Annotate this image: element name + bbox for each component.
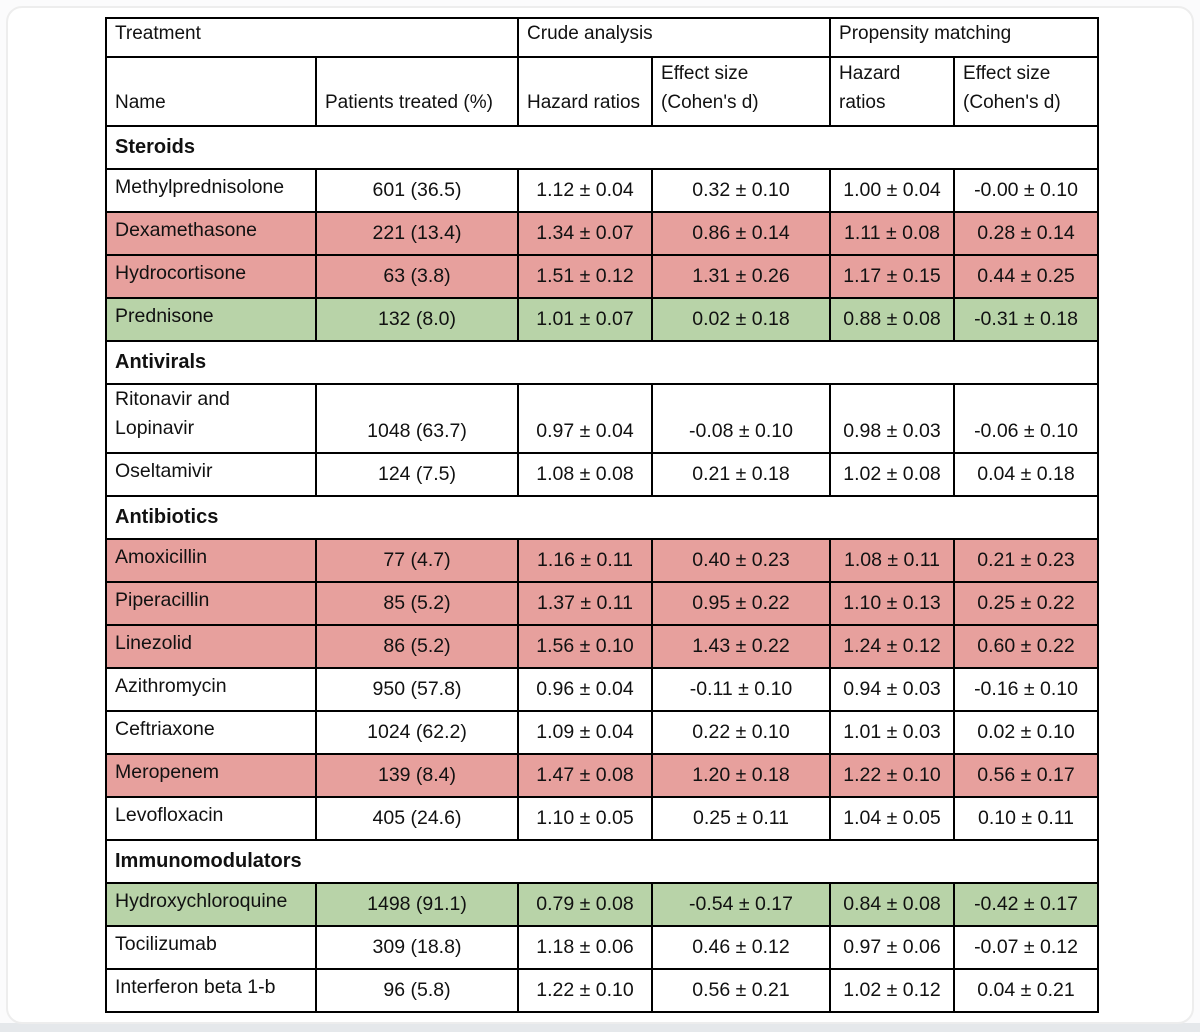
value-cell: 221 (13.4) — [316, 212, 518, 255]
value-cell: 85 (5.2) — [316, 582, 518, 625]
value-cell: 1.22 ± 0.10 — [518, 969, 652, 1012]
section-label: Steroids — [106, 126, 1098, 169]
value-cell: 0.86 ± 0.14 — [652, 212, 830, 255]
value-cell: 1.18 ± 0.06 — [518, 926, 652, 969]
col-header-crude-hazard-ratios: Hazard ratios — [518, 57, 652, 126]
value-cell: 86 (5.2) — [316, 625, 518, 668]
value-cell: 139 (8.4) — [316, 754, 518, 797]
header-treatment-group: Treatment — [106, 18, 518, 57]
column-header-row — [106, 57, 1098, 126]
value-cell: 1.08 ± 0.08 — [518, 453, 652, 496]
treatment-name-cell: Tocilizumab — [106, 926, 316, 969]
value-cell: 1.01 ± 0.03 — [830, 711, 954, 754]
table-container — [105, 17, 1192, 1013]
value-cell: -0.00 ± 0.10 — [954, 169, 1098, 212]
value-cell: 0.28 ± 0.14 — [954, 212, 1098, 255]
table-row — [106, 797, 1098, 840]
value-cell: 1.51 ± 0.12 — [518, 255, 652, 298]
header-propensity-matching-group: Propensity matching — [830, 18, 1098, 57]
value-cell: 0.79 ± 0.08 — [518, 883, 652, 926]
value-cell: 1.31 ± 0.26 — [652, 255, 830, 298]
value-cell: -0.31 ± 0.18 — [954, 298, 1098, 341]
value-cell: 1.10 ± 0.13 — [830, 582, 954, 625]
value-cell: 0.22 ± 0.10 — [652, 711, 830, 754]
value-cell: 1.20 ± 0.18 — [652, 754, 830, 797]
table-row — [106, 298, 1098, 341]
value-cell: 0.98 ± 0.03 — [830, 384, 954, 453]
value-cell: 601 (36.5) — [316, 169, 518, 212]
value-cell: -0.42 ± 0.17 — [954, 883, 1098, 926]
treatment-name-cell: Oseltamivir — [106, 453, 316, 496]
value-cell: 1.12 ± 0.04 — [518, 169, 652, 212]
value-cell: 1.56 ± 0.10 — [518, 625, 652, 668]
col-header-patients-treated: Patients treated (%) — [316, 57, 518, 126]
value-cell: 77 (4.7) — [316, 539, 518, 582]
value-cell: 96 (5.8) — [316, 969, 518, 1012]
value-cell: 1024 (62.2) — [316, 711, 518, 754]
value-cell: 0.02 ± 0.18 — [652, 298, 830, 341]
value-cell: 0.95 ± 0.22 — [652, 582, 830, 625]
value-cell: 0.32 ± 0.10 — [652, 169, 830, 212]
value-cell: 0.21 ± 0.23 — [954, 539, 1098, 582]
value-cell: 0.56 ± 0.17 — [954, 754, 1098, 797]
section-header-row — [106, 126, 1098, 169]
table-row — [106, 969, 1098, 1012]
treatment-outcomes-table — [105, 17, 1099, 1013]
treatment-name-cell: Ceftriaxone — [106, 711, 316, 754]
section-label: Antivirals — [106, 341, 1098, 384]
value-cell: 1.17 ± 0.15 — [830, 255, 954, 298]
section-header-row — [106, 341, 1098, 384]
section-label: Antibiotics — [106, 496, 1098, 539]
treatment-name-cell: Amoxicillin — [106, 539, 316, 582]
figure-card — [6, 6, 1194, 1024]
treatment-name-cell: Hydroxychloroquine — [106, 883, 316, 926]
section-label: Immunomodulators — [106, 840, 1098, 883]
value-cell: 1.37 ± 0.11 — [518, 582, 652, 625]
value-cell: -0.06 ± 0.10 — [954, 384, 1098, 453]
section-header-row — [106, 496, 1098, 539]
value-cell: 0.21 ± 0.18 — [652, 453, 830, 496]
value-cell: 0.96 ± 0.04 — [518, 668, 652, 711]
value-cell: 0.97 ± 0.04 — [518, 384, 652, 453]
value-cell: 0.44 ± 0.25 — [954, 255, 1098, 298]
value-cell: 0.40 ± 0.23 — [652, 539, 830, 582]
table-row — [106, 711, 1098, 754]
value-cell: 1.22 ± 0.10 — [830, 754, 954, 797]
value-cell: -0.11 ± 0.10 — [652, 668, 830, 711]
value-cell: 1.01 ± 0.07 — [518, 298, 652, 341]
table-row — [106, 212, 1098, 255]
value-cell: 1.11 ± 0.08 — [830, 212, 954, 255]
value-cell: 0.25 ± 0.22 — [954, 582, 1098, 625]
table-row — [106, 255, 1098, 298]
table-row — [106, 883, 1098, 926]
table-row — [106, 625, 1098, 668]
table-row — [106, 754, 1098, 797]
value-cell: -0.07 ± 0.12 — [954, 926, 1098, 969]
value-cell: 0.25 ± 0.11 — [652, 797, 830, 840]
header-group-row — [106, 18, 1098, 57]
col-header-name: Name — [106, 57, 316, 126]
value-cell: 1.34 ± 0.07 — [518, 212, 652, 255]
table-row — [106, 668, 1098, 711]
value-cell: 1.16 ± 0.11 — [518, 539, 652, 582]
table-row — [106, 926, 1098, 969]
table-row — [106, 453, 1098, 496]
header-crude-analysis-group: Crude analysis — [518, 18, 830, 57]
value-cell: 1.00 ± 0.04 — [830, 169, 954, 212]
value-cell: -0.08 ± 0.10 — [652, 384, 830, 453]
value-cell: 0.46 ± 0.12 — [652, 926, 830, 969]
treatment-name-cell: Linezolid — [106, 625, 316, 668]
value-cell: 1.02 ± 0.12 — [830, 969, 954, 1012]
value-cell: 0.97 ± 0.06 — [830, 926, 954, 969]
value-cell: 1.10 ± 0.05 — [518, 797, 652, 840]
value-cell: 950 (57.8) — [316, 668, 518, 711]
value-cell: 1498 (91.1) — [316, 883, 518, 926]
value-cell: 0.02 ± 0.10 — [954, 711, 1098, 754]
value-cell: 0.88 ± 0.08 — [830, 298, 954, 341]
value-cell: 405 (24.6) — [316, 797, 518, 840]
value-cell: 1048 (63.7) — [316, 384, 518, 453]
value-cell: 132 (8.0) — [316, 298, 518, 341]
treatment-name-cell: Dexamethasone — [106, 212, 316, 255]
col-header-propensity-hazard-ratios: Hazard ratios — [830, 57, 954, 126]
value-cell: 124 (7.5) — [316, 453, 518, 496]
value-cell: 1.43 ± 0.22 — [652, 625, 830, 668]
value-cell: 0.84 ± 0.08 — [830, 883, 954, 926]
treatment-name-cell: Interferon beta 1-b — [106, 969, 316, 1012]
table-row — [106, 169, 1098, 212]
value-cell: 0.60 ± 0.22 — [954, 625, 1098, 668]
value-cell: -0.16 ± 0.10 — [954, 668, 1098, 711]
treatment-name-cell: Ritonavir and Lopinavir — [106, 384, 316, 453]
page-bottom-strip — [0, 1023, 1200, 1032]
value-cell: 0.04 ± 0.21 — [954, 969, 1098, 1012]
value-cell: 63 (3.8) — [316, 255, 518, 298]
col-header-crude-effect-size: Effect size (Cohen's d) — [652, 57, 830, 126]
treatment-name-cell: Hydrocortisone — [106, 255, 316, 298]
table-row — [106, 384, 1098, 453]
value-cell: 1.47 ± 0.08 — [518, 754, 652, 797]
treatment-name-cell: Azithromycin — [106, 668, 316, 711]
value-cell: 1.02 ± 0.08 — [830, 453, 954, 496]
value-cell: -0.54 ± 0.17 — [652, 883, 830, 926]
col-header-propensity-effect-size: Effect size (Cohen's d) — [954, 57, 1098, 126]
value-cell: 1.24 ± 0.12 — [830, 625, 954, 668]
treatment-name-cell: Levofloxacin — [106, 797, 316, 840]
treatment-name-cell: Meropenem — [106, 754, 316, 797]
value-cell: 1.04 ± 0.05 — [830, 797, 954, 840]
value-cell: 0.04 ± 0.18 — [954, 453, 1098, 496]
value-cell: 1.08 ± 0.11 — [830, 539, 954, 582]
treatment-name-cell: Methylprednisolone — [106, 169, 316, 212]
section-header-row — [106, 840, 1098, 883]
table-row — [106, 582, 1098, 625]
table-row — [106, 539, 1098, 582]
value-cell: 0.10 ± 0.11 — [954, 797, 1098, 840]
value-cell: 0.56 ± 0.21 — [652, 969, 830, 1012]
treatment-name-cell: Piperacillin — [106, 582, 316, 625]
value-cell: 309 (18.8) — [316, 926, 518, 969]
value-cell: 1.09 ± 0.04 — [518, 711, 652, 754]
treatment-name-cell: Prednisone — [106, 298, 316, 341]
value-cell: 0.94 ± 0.03 — [830, 668, 954, 711]
